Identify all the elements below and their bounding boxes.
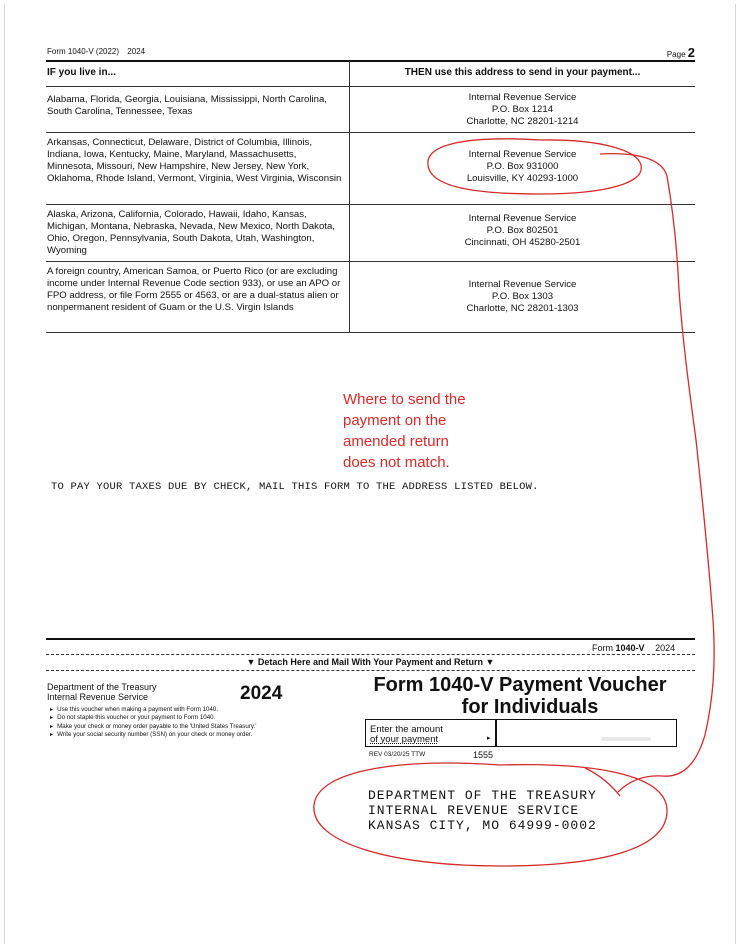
annotation-line: amended return (343, 433, 449, 450)
table-row-states: A foreign country, American Samoa, or Puerto Rico (or are excluding income under Internal Revenue Code section 933), or use an APO or FPO address, or file Form 2555 or 4563, or are a dual-status alien or nonpermanent resident of Guam or the U.S. Virgin Islands (47, 266, 341, 313)
instruction-item: ▸ Make your check or money order payable to the 'United States Treasury.' (50, 723, 256, 731)
page-number: 2 (687, 45, 695, 60)
dept-line: Internal Revenue Service (47, 692, 149, 702)
annotation-line: does not match. (343, 454, 450, 471)
ink-circle-bottom (314, 763, 667, 866)
mailing-address-line: INTERNAL REVENUE SERVICE (368, 803, 580, 818)
voucher-title: Form 1040-V Payment Voucher (373, 674, 667, 696)
footer-form-word: Form (592, 643, 613, 653)
address-line: Charlotte, NC 28201-1303 (466, 303, 579, 314)
col-header-left: IF you live in... (47, 67, 116, 78)
address-line: Internal Revenue Service (468, 92, 577, 103)
amount-label-line: of your payment (370, 734, 439, 745)
address-line: Charlotte, NC 28201-1214 (466, 116, 579, 127)
mail-notice: TO PAY YOUR TAXES DUE BY CHECK, MAIL THIS FORM TO THE ADDRESS LISTED BELOW. (51, 481, 539, 493)
amount-label-line: Enter the amount (370, 724, 443, 735)
address-line: Internal Revenue Service (468, 213, 577, 224)
detach-instruction: ▼ Detach Here and Mail With Your Payment and Return ▼ (246, 657, 495, 667)
dept-line: Department of the Treasury (47, 682, 157, 692)
address-line: Internal Revenue Service (468, 149, 577, 160)
voucher-subtitle: for Individuals (461, 696, 599, 718)
table-row-states: Arkansas, Connecticut, Delaware, District of Columbia, Illinois, Indiana, Iowa, Kentucky, Maine, Maryland, Massachusetts, Minnesota, Missouri, New Hampshire, New Jersey, New York, Oklahoma, Rhode Island, Vermont, Virginia, West Virginia, Wisconsin (47, 137, 342, 184)
address-line: P.O. Box 802501 (486, 225, 559, 236)
footer-form-number: 1040-V (615, 643, 645, 653)
revision-code: REV 03/20/25 TTW (369, 751, 426, 758)
footer-year: 2024 (655, 643, 676, 653)
revision-number: 1555 (473, 750, 494, 760)
ink-circle-top (428, 139, 641, 194)
form-year: 2024 (127, 47, 146, 56)
voucher-year: 2024 (240, 683, 283, 704)
arrow-right-icon: ▸ (487, 735, 491, 742)
address-line: P.O. Box 1303 (491, 291, 554, 302)
address-line: P.O. Box 931000 (486, 161, 559, 172)
annotation-line: Where to send the (343, 391, 466, 408)
table-row-states: Alaska, Arizona, California, Colorado, Hawaii, Idaho, Kansas, Michigan, Montana, Nebraska, Nevada, New Mexico, North Dakota, Ohio, Oregon, Pennsylvania, South Dakota, Utah, Washington, Wyoming (47, 209, 335, 256)
table-row-states: Alabama, Florida, Georgia, Louisiana, Mississippi, North Carolina, South Carolina, Tennessee, Texas (47, 94, 327, 117)
mailing-address-line: DEPARTMENT OF THE TREASURY (368, 788, 597, 803)
address-line: Cincinnati, OH 45280-2501 (464, 237, 581, 248)
ink-connector-line (600, 154, 714, 792)
annotation-line: payment on the (343, 412, 447, 429)
page-label: Page (666, 50, 686, 59)
address-line: Louisville, KY 40293-1000 (466, 173, 579, 184)
instruction-item: ▸ Use this voucher when making a payment with Form 1040. (50, 706, 256, 714)
form-label: Form 1040-V (2022) (47, 47, 120, 56)
instruction-item: ▸ Write your social security number (SSN) on your check or money order. (50, 731, 256, 739)
address-line: Internal Revenue Service (468, 279, 577, 290)
instruction-item: ▸ Do not staple this voucher or your payment to Form 1040. (50, 714, 256, 722)
address-line: P.O. Box 1214 (491, 104, 554, 115)
col-header-right: THEN use this address to send in your payment... (404, 67, 641, 78)
mailing-address-line: KANSAS CITY, MO 64999-0002 (368, 818, 597, 833)
